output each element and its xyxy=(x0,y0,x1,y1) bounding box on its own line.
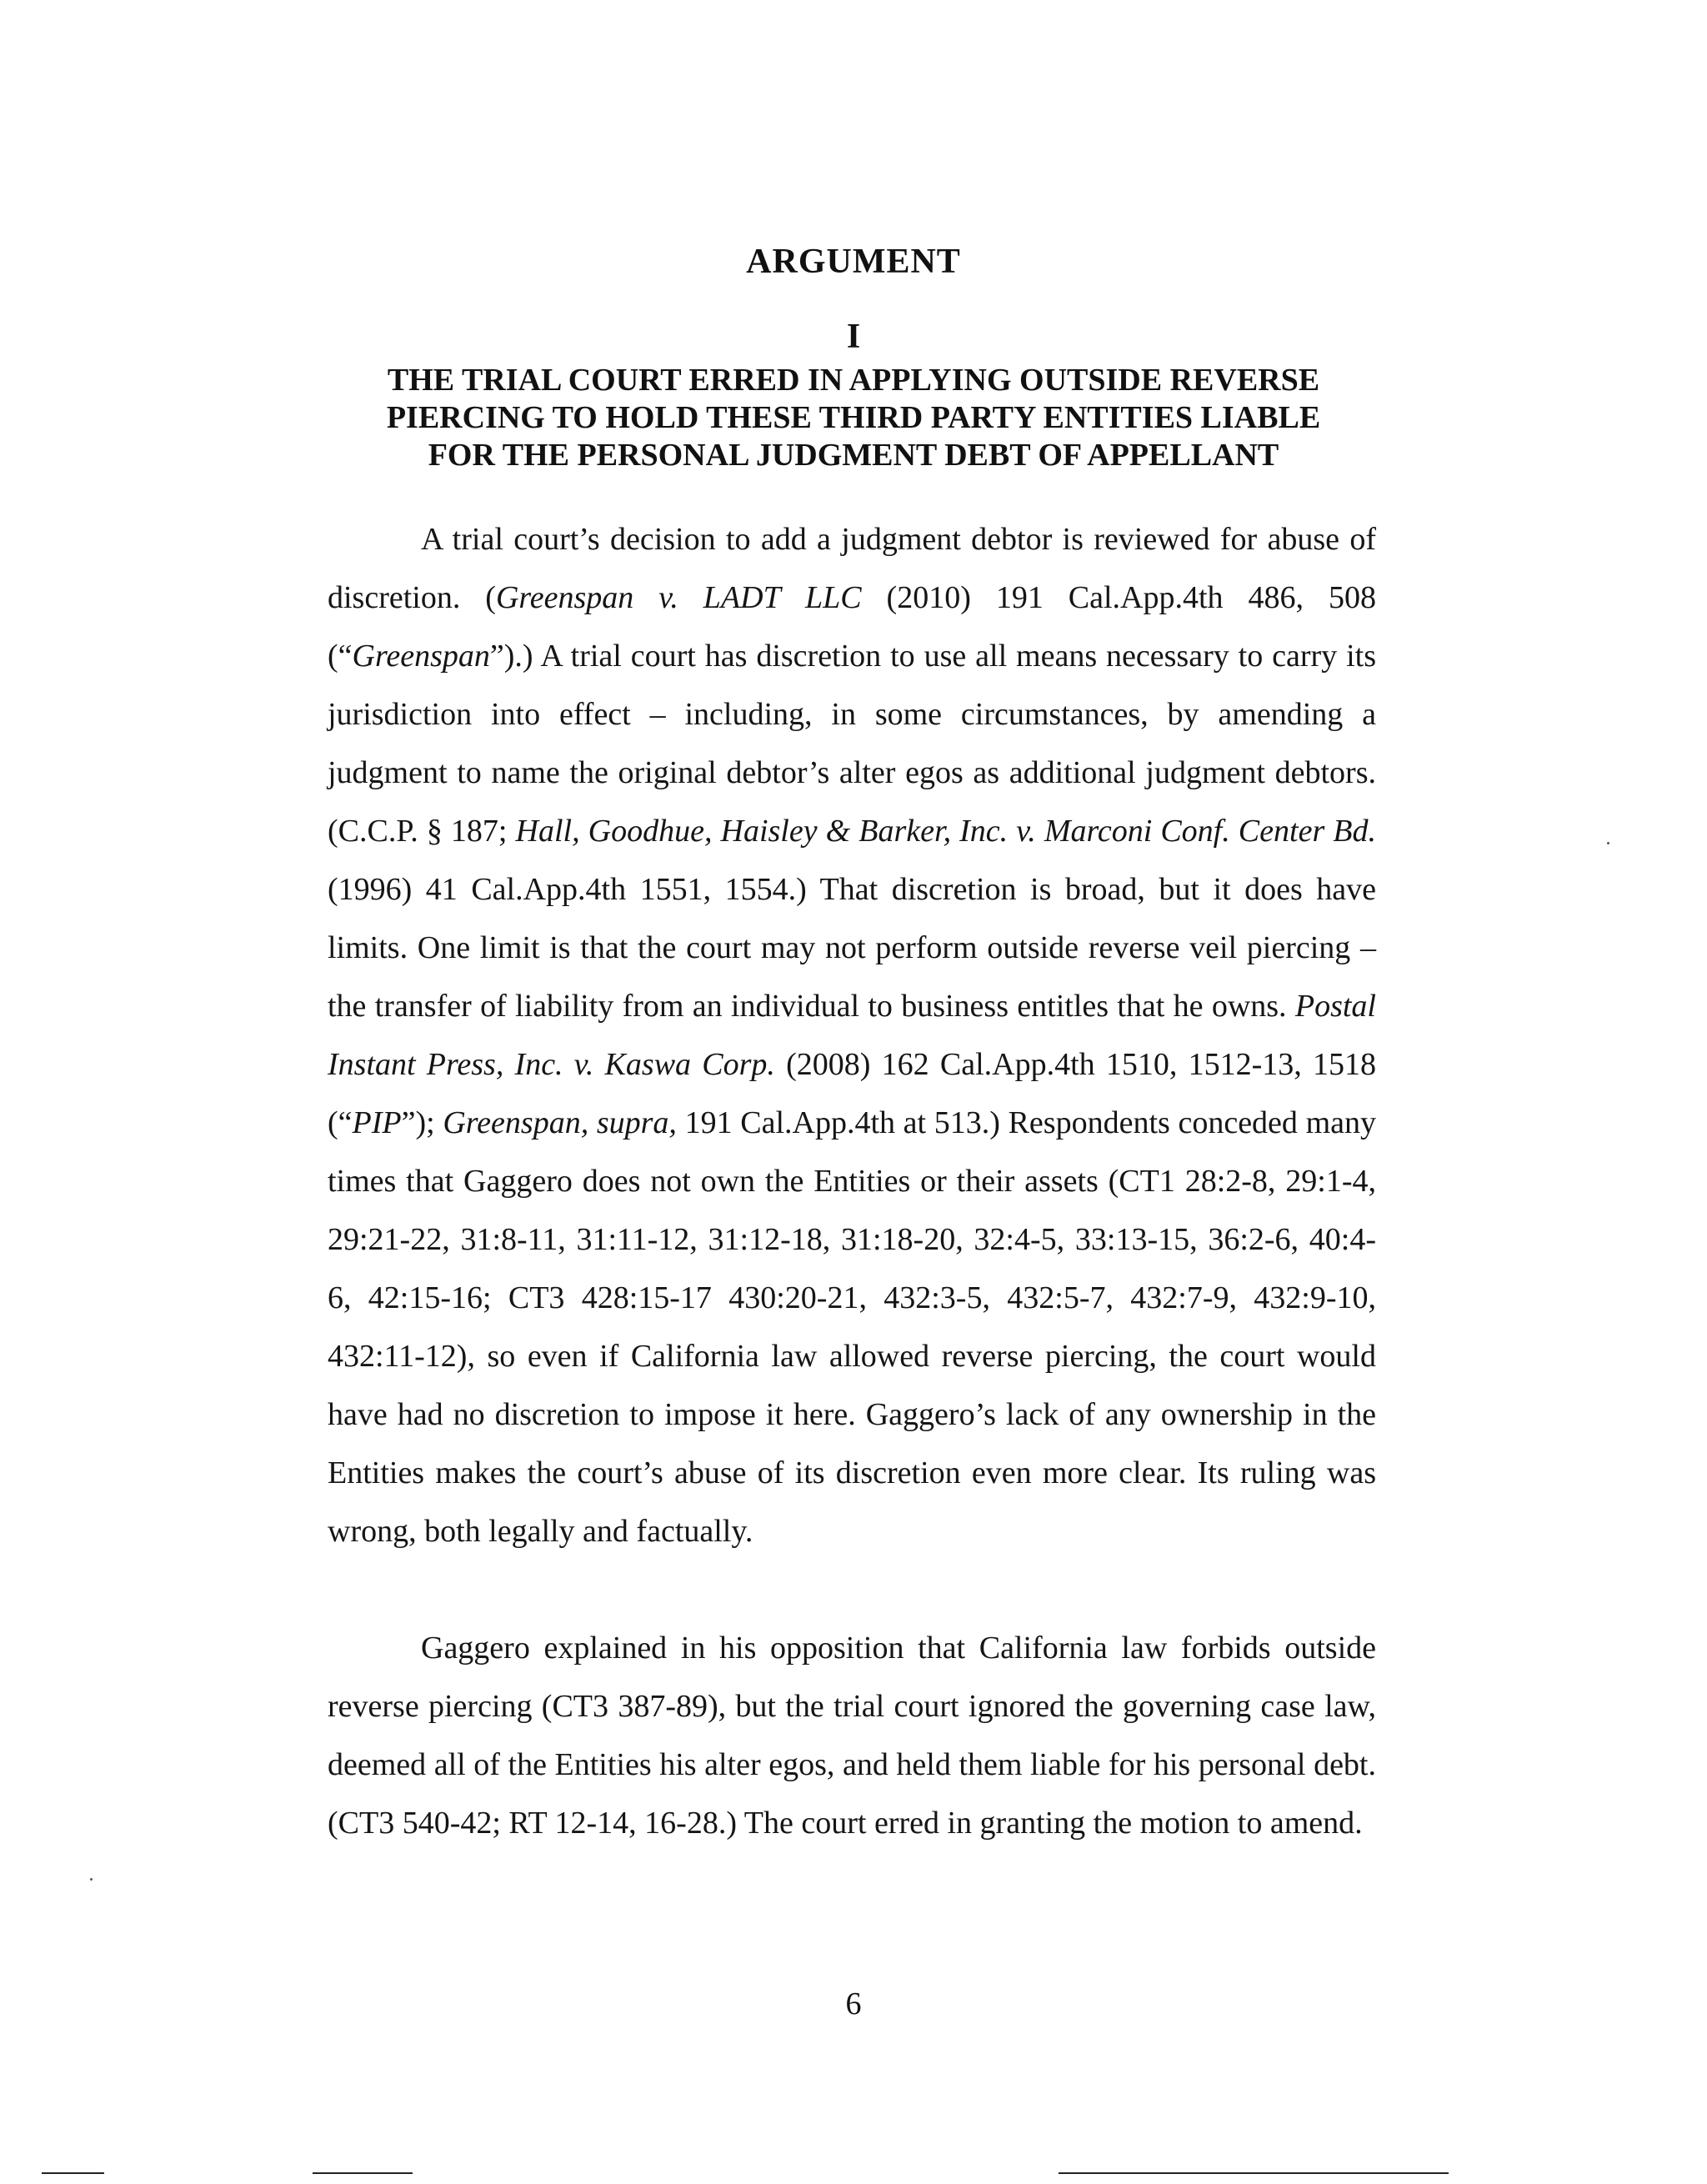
page-number: 6 xyxy=(845,1986,862,2021)
text-run: ”).) A trial court has discretion to use all means necessary to carry its jurisdiction into effect – including, in some circumstances, by amending a judgment to name the original debtor’s alter egos as additional judgment debtors. (C.C.P. § 187; xyxy=(328,639,1376,849)
scan-edge-mark xyxy=(1059,2172,1449,2174)
text-run: (2010) 191 Cal.App.4th 486, 508 (“ xyxy=(328,580,1376,674)
scan-speck xyxy=(90,1878,93,1881)
section-heading: ARGUMENT xyxy=(746,243,961,281)
text-run: A trial court’s decision to add a judgment debtor is reviewed for abuse of discretion. ( xyxy=(328,522,1376,615)
scan-edge-mark xyxy=(313,2172,413,2174)
case-citation: Greenspan, supra, xyxy=(443,1105,677,1140)
text-run: ”); xyxy=(401,1105,443,1140)
text-run: 191 Cal.App.4th at 513.) Respondents conceded many times that Gaggero does not own the Entities or their assets (CT1 28:2-8, 29:1-4, 29:21-22, 31:8-11, 31:11-12, 31:12-18, 31:18-20, 32:4-5, 33:13-15, 36:2-6, 40:4-6, 42:15-16; CT3 428:15-17 430:20-21, 432:3-5, 432:5-7, 432:7-9, 432:9-10, 432:11-12), so even if California law allowed reverse piercing, the court would have had no discretion to impose it here. Gaggero’s lack of any ownership in the Entities makes the court’s abuse of its discretion even more clear. Its ruling was wrong, both legally and factually. xyxy=(328,1105,1377,1549)
subsection-title-line: PIERCING TO HOLD THESE THIRD PARTY ENTITIES LIABLE xyxy=(386,400,1321,435)
subsection-title-line: THE TRIAL COURT ERRED IN APPLYING OUTSIDE REVERSE xyxy=(387,363,1320,398)
body-paragraph-2 xyxy=(328,1619,1376,1852)
case-short-name: PIP xyxy=(352,1105,402,1140)
text-run: (2008) 162 Cal.App.4th 1510, 1512-13, 1518 (“ xyxy=(328,1047,1376,1140)
scan-speck xyxy=(1607,842,1609,844)
scan-edge-mark xyxy=(42,2172,104,2174)
case-short-name: Greenspan xyxy=(352,639,490,674)
subsection-number: I xyxy=(846,318,861,356)
text-run: (1996) 41 Cal.App.4th 1551, 1554.) That discretion is broad, but it does have limits. One limit is that the court may not perform outside reverse veil piercing – the transfer of liability from an individual to business entitles that he owns. xyxy=(328,872,1376,1024)
body-paragraph-1 xyxy=(328,510,1376,1560)
subsection-title xyxy=(0,362,1707,474)
case-citation: Hall, Goodhue, Haisley & Barker, Inc. v. Marconi Conf. Center Bd. xyxy=(515,814,1377,849)
text-run: Gaggero explained in his opposition that California law forbids outside reverse piercing (CT3 387-89), but the trial court ignored the governing case law, deemed all of the Entities his alter egos, and held them liable for his personal debt. (CT3 540-42; RT 12-14, 16-28.) The court erred in granting the motion to amend. xyxy=(328,1630,1376,1841)
case-citation: Greenspan v. LADT LLC xyxy=(495,580,862,615)
case-citation: Postal Instant Press, Inc. v. Kaswa Corp. xyxy=(328,989,1376,1082)
subsection-title-line: FOR THE PERSONAL JUDGMENT DEBT OF APPELLANT xyxy=(428,438,1279,473)
